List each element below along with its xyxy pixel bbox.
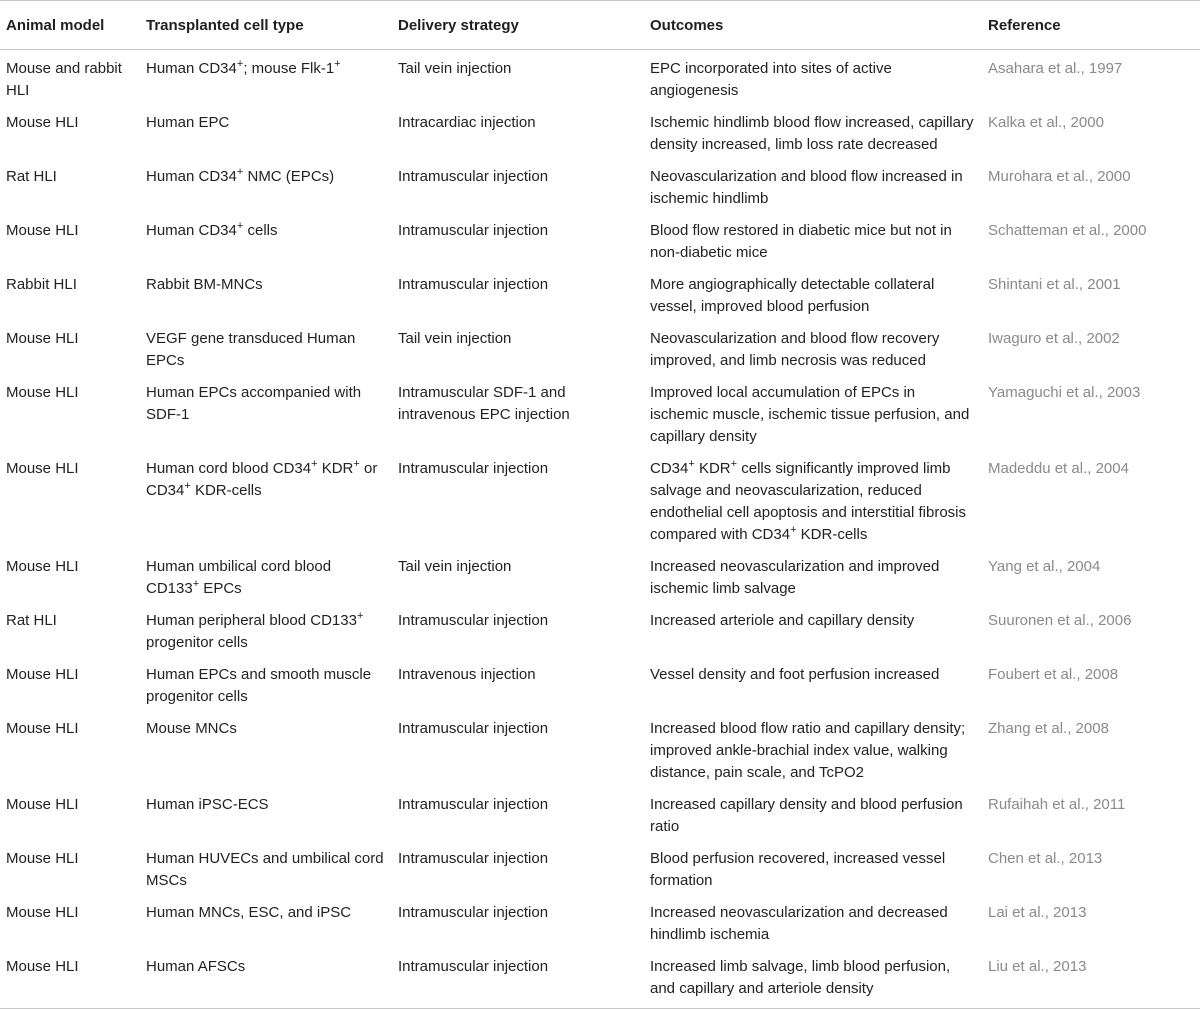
cell-reference: Foubert et al., 2008	[988, 666, 1119, 683]
table-row	[0, 897, 1200, 951]
cell-reference: Lai et al., 2013	[988, 904, 1087, 921]
cell-reference: Zhang et al., 2008	[988, 720, 1109, 737]
table-row	[0, 377, 1200, 453]
cell-animal-model: Mouse HLI	[6, 460, 79, 477]
table-header	[0, 1, 1200, 50]
cell-reference: Kalka et al., 2000	[988, 114, 1104, 131]
cell-animal-model: Rat HLI	[6, 168, 57, 185]
cell-reference: Shintani et al., 2001	[988, 276, 1121, 293]
cell-outcomes: Neovascularization and blood flow recovery improved, and limb necrosis was reduced	[650, 330, 940, 369]
cell-reference: Murohara et al., 2000	[988, 168, 1131, 185]
cell-transplanted-cell-type: Human umbilical cord blood CD133+ EPCs	[146, 558, 332, 597]
cell-delivery-strategy: Intramuscular injection	[398, 904, 549, 921]
cell-outcomes: Increased neovascularization and improved ischemic limb salvage	[650, 558, 940, 597]
cell-delivery-strategy: Intramuscular injection	[398, 796, 549, 813]
cell-outcomes: Increased capillary density and blood perfusion ratio	[650, 796, 963, 835]
cell-transplanted-cell-type: Human HUVECs and umbilical cord MSCs	[146, 850, 384, 889]
cell-outcomes: Increased arteriole and capillary density	[650, 612, 915, 629]
cell-outcomes: Neovascularization and blood flow increased in ischemic hindlimb	[650, 168, 963, 207]
header-delivery-strategy: Delivery strategy	[398, 17, 519, 34]
cell-delivery-strategy: Intramuscular injection	[398, 850, 549, 867]
cell-animal-model: Mouse HLI	[6, 558, 79, 575]
cell-outcomes: CD34+ KDR+ cells significantly improved limb salvage and neovascularization, reduced endothelial cell apoptosis and interstitial fibrosis compared with CD34+ KDR-cells	[650, 458, 967, 543]
cell-reference: Liu et al., 2013	[988, 958, 1087, 975]
cell-delivery-strategy: Intramuscular injection	[398, 168, 549, 185]
cell-delivery-strategy: Intracardiac injection	[398, 114, 536, 131]
cell-delivery-strategy: Intramuscular injection	[398, 720, 549, 737]
cell-animal-model: Mouse HLI	[6, 114, 79, 131]
cell-transplanted-cell-type: Rabbit BM-MNCs	[146, 276, 263, 293]
header-transplanted-cell-type: Transplanted cell type	[146, 17, 304, 34]
cell-outcomes: Vessel density and foot perfusion increased	[650, 666, 940, 683]
cell-reference: Madeddu et al., 2004	[988, 460, 1129, 477]
cell-transplanted-cell-type: VEGF gene transduced Human EPCs	[146, 330, 356, 369]
cell-delivery-strategy: Intravenous injection	[398, 666, 536, 683]
cell-animal-model: Mouse HLI	[6, 222, 79, 239]
table-row	[0, 713, 1200, 789]
cell-transplanted-cell-type: Human peripheral blood CD133+ progenitor cells	[146, 610, 364, 651]
table-row	[0, 843, 1200, 897]
header-outcomes: Outcomes	[650, 17, 724, 34]
cell-animal-model: Mouse and rabbit HLI	[6, 60, 122, 99]
cell-reference: Yamaguchi et al., 2003	[988, 384, 1141, 401]
cell-outcomes: Blood perfusion recovered, increased vessel formation	[650, 850, 946, 889]
cell-outcomes: Improved local accumulation of EPCs in ischemic muscle, ischemic tissue perfusion, and capillary density	[650, 384, 970, 445]
cell-delivery-strategy: Intramuscular injection	[398, 958, 549, 975]
cell-delivery-strategy: Tail vein injection	[398, 60, 512, 77]
header-reference: Reference	[988, 17, 1061, 34]
cell-reference: Chen et al., 2013	[988, 850, 1103, 867]
header-animal-model: Animal model	[6, 17, 105, 34]
table-row	[0, 50, 1200, 108]
table-row	[0, 551, 1200, 605]
cell-transplanted-cell-type: Human iPSC-ECS	[146, 796, 269, 813]
cell-transplanted-cell-type: Human EPCs accompanied with SDF-1	[146, 384, 362, 423]
cell-transplanted-cell-type: Human MNCs, ESC, and iPSC	[146, 904, 352, 921]
cell-reference: Yang et al., 2004	[988, 558, 1101, 575]
cell-reference: Asahara et al., 1997	[988, 60, 1123, 77]
cell-delivery-strategy: Intramuscular injection	[398, 276, 549, 293]
cell-reference: Suuronen et al., 2006	[988, 612, 1132, 629]
cell-transplanted-cell-type: Human CD34+ cells	[146, 220, 278, 239]
table-row	[0, 107, 1200, 161]
cell-reference: Iwaguro et al., 2002	[988, 330, 1120, 347]
cell-delivery-strategy: Tail vein injection	[398, 330, 512, 347]
cell-transplanted-cell-type: Mouse MNCs	[146, 720, 237, 737]
cell-delivery-strategy: Intramuscular injection	[398, 460, 549, 477]
cell-outcomes: More angiographically detectable collateral vessel, improved blood perfusion	[650, 276, 935, 315]
header-row	[0, 1, 1200, 50]
cell-delivery-strategy: Intramuscular injection	[398, 222, 549, 239]
cell-transplanted-cell-type: Human EPCs and smooth muscle progenitor cells	[146, 666, 372, 705]
cell-animal-model: Mouse HLI	[6, 796, 79, 813]
cell-outcomes: EPC incorporated into sites of active angiogenesis	[650, 60, 892, 99]
cell-reference: Rufaihah et al., 2011	[988, 796, 1126, 813]
table-row	[0, 269, 1200, 323]
table-row	[0, 951, 1200, 1009]
cell-delivery-strategy: Tail vein injection	[398, 558, 512, 575]
table-body	[0, 50, 1200, 1009]
cell-animal-model: Mouse HLI	[6, 384, 79, 401]
cell-outcomes: Ischemic hindlimb blood flow increased, capillary density increased, limb loss rate decreased	[650, 114, 974, 153]
cell-animal-model: Mouse HLI	[6, 958, 79, 975]
cell-animal-model: Mouse HLI	[6, 720, 79, 737]
cell-outcomes: Increased neovascularization and decreased hindlimb ischemia	[650, 904, 948, 943]
cell-transplanted-cell-type: Human AFSCs	[146, 958, 246, 975]
cell-animal-model: Mouse HLI	[6, 904, 79, 921]
cell-animal-model: Mouse HLI	[6, 330, 79, 347]
table-row	[0, 215, 1200, 269]
cell-animal-model: Rabbit HLI	[6, 276, 77, 293]
cell-outcomes: Blood flow restored in diabetic mice but not in non-diabetic mice	[650, 222, 952, 261]
cell-transplanted-cell-type: Human CD34+ NMC (EPCs)	[146, 166, 335, 185]
table-row	[0, 323, 1200, 377]
cell-transplanted-cell-type: Human CD34+; mouse Flk-1+	[146, 58, 341, 77]
cell-outcomes: Increased blood flow ratio and capillary density; improved ankle-brachial index value, walking distance, pain scale, and TcPO2	[650, 720, 966, 781]
cell-animal-model: Mouse HLI	[6, 666, 79, 683]
cell-transplanted-cell-type: Human cord blood CD34+ KDR+ or CD34+ KDR-cells	[146, 458, 378, 499]
table-row	[0, 659, 1200, 713]
table-row	[0, 161, 1200, 215]
cell-animal-model: Rat HLI	[6, 612, 57, 629]
table-row	[0, 789, 1200, 843]
cell-transplanted-cell-type: Human EPC	[146, 114, 230, 131]
cell-reference: Schatteman et al., 2000	[988, 222, 1147, 239]
table-row	[0, 453, 1200, 551]
cell-delivery-strategy: Intramuscular injection	[398, 612, 549, 629]
cell-delivery-strategy: Intramuscular SDF-1 and intravenous EPC injection	[398, 384, 570, 423]
table-row	[0, 605, 1200, 659]
cell-animal-model: Mouse HLI	[6, 850, 79, 867]
cell-outcomes: Increased limb salvage, limb blood perfusion, and capillary and arteriole density	[650, 958, 951, 997]
